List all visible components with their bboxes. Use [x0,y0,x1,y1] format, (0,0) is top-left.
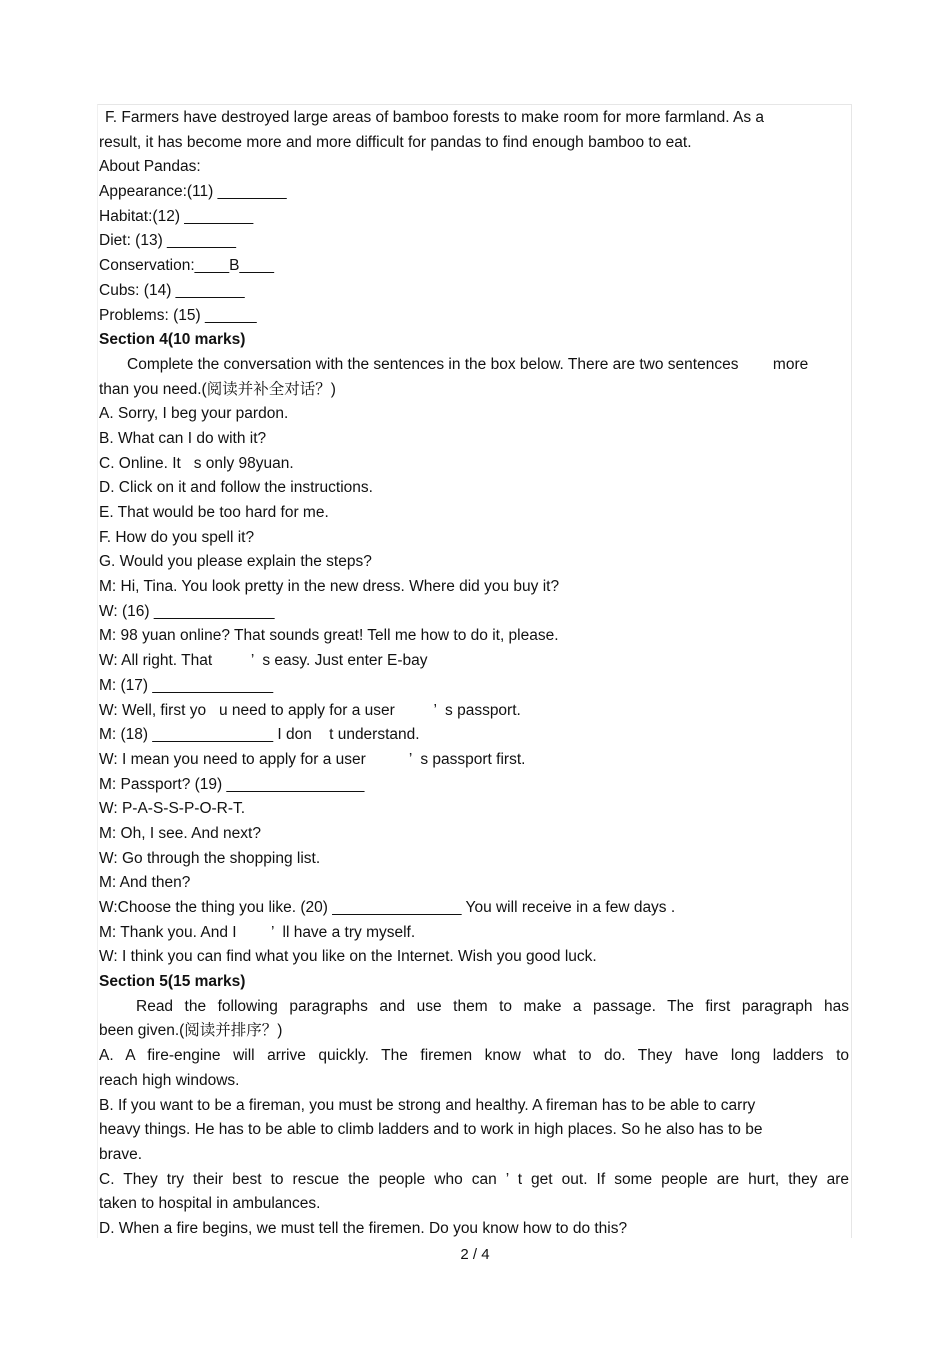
section-heading: Section 5(15 marks) [99,973,246,991]
dialogue-line: M: Hi, Tina. You look pretty in the new dress. Where did you buy it? [99,578,560,596]
text-line: About Pandas: [99,158,201,176]
paragraph-line: B. If you want to be a fireman, you must be strong and healthy. A fireman has to be able to carry [99,1096,756,1114]
option-line: F. How do you spell it? [99,528,255,546]
paragraph-line: C. They try their best to rescue the people who can ’ t get out. If some people are hurt, they are [99,1170,849,1188]
dialogue-line: M: 98 yuan online? That sounds great! Tell me how to do it, please. [99,627,559,645]
instruction-line: than you need.(阅读并补全对话？) [99,380,336,398]
instruction-line: Complete the conversation with the sentences in the box below. There are two sentences more [127,355,809,373]
paragraph-line: reach high windows. [99,1071,240,1089]
text-line: Diet: (13) ________ [99,232,237,250]
text-line: F. Farmers have destroyed large areas of bamboo forests to make room for more farmland. As a [105,109,765,126]
paragraph-line: brave. [99,1145,143,1163]
paragraph-line: D. When a fire begins, we must tell the firemen. Do you know how to do this? [99,1219,628,1237]
dialogue-line: M: And then? [99,874,191,892]
document-body [99,106,849,1242]
option-line: A. Sorry, I beg your pardon. [99,405,289,423]
section-heading: Section 4(10 marks) [99,331,246,349]
option-line: D. Click on it and follow the instructions. [99,479,373,497]
dialogue-line: W: Well, first yo u need to apply for a user ’ s passport. [99,701,521,719]
text-line: Conservation:____B____ [99,257,274,275]
dialogue-line: M: Oh, I see. And next? [99,824,261,842]
option-line: B. What can I do with it? [99,429,267,447]
dialogue-line: W: I mean you need to apply for a user ’ s passport first. [99,750,526,768]
dialogue-line: W: Go through the shopping list. [99,849,321,867]
page-number: 2 / 4 [460,1246,490,1263]
dialogue-line: W:Choose the thing you like. (20) _______________ You will receive in a few days . [99,899,676,916]
instruction-line: Read the following paragraphs and use them to make a passage. The first paragraph has [136,997,849,1015]
option-line: G. Would you please explain the steps? [99,553,372,571]
text-line: result, it has become more and more difficult for pandas to find enough bamboo to eat. [99,133,692,151]
dialogue-line: W: I think you can find what you like on the Internet. Wish you good luck. [99,948,597,966]
text-line: Appearance:(11) ________ [99,183,287,201]
dialogue-line: W: P-A-S-S-P-O-R-T. [99,800,246,818]
dialogue-line: W: (16) ______________ [99,602,275,620]
text-line: Habitat:(12) ________ [99,207,254,225]
paragraph-line: heavy things. He has to be able to climb ladders and to work in high places. So he also has to be [99,1121,763,1139]
text-line: Problems: (15) ______ [99,306,257,324]
paragraph-line: A. A fire-engine will arrive quickly. The firemen know what to do. They have long ladders to [99,1047,849,1065]
option-line: E. That would be too hard for me. [99,504,329,521]
dialogue-line: M: Passport? (19) ________________ [99,775,365,793]
dialogue-line: M: (17) ______________ [99,676,274,694]
dialogue-line: M: (18) ______________ I don t understand. [99,726,420,744]
text-line: Cubs: (14) ________ [99,281,245,299]
paragraph-line: taken to hospital in ambulances. [99,1195,321,1213]
dialogue-line: W: All right. That ’ s easy. Just enter E-bay [99,652,428,670]
option-line: C. Online. It s only 98yuan. [99,454,294,472]
instruction-line: been given.(阅读并排序？) [99,1022,283,1040]
dialogue-line: M: Thank you. And I ’ ll have a try myself. [99,923,416,941]
